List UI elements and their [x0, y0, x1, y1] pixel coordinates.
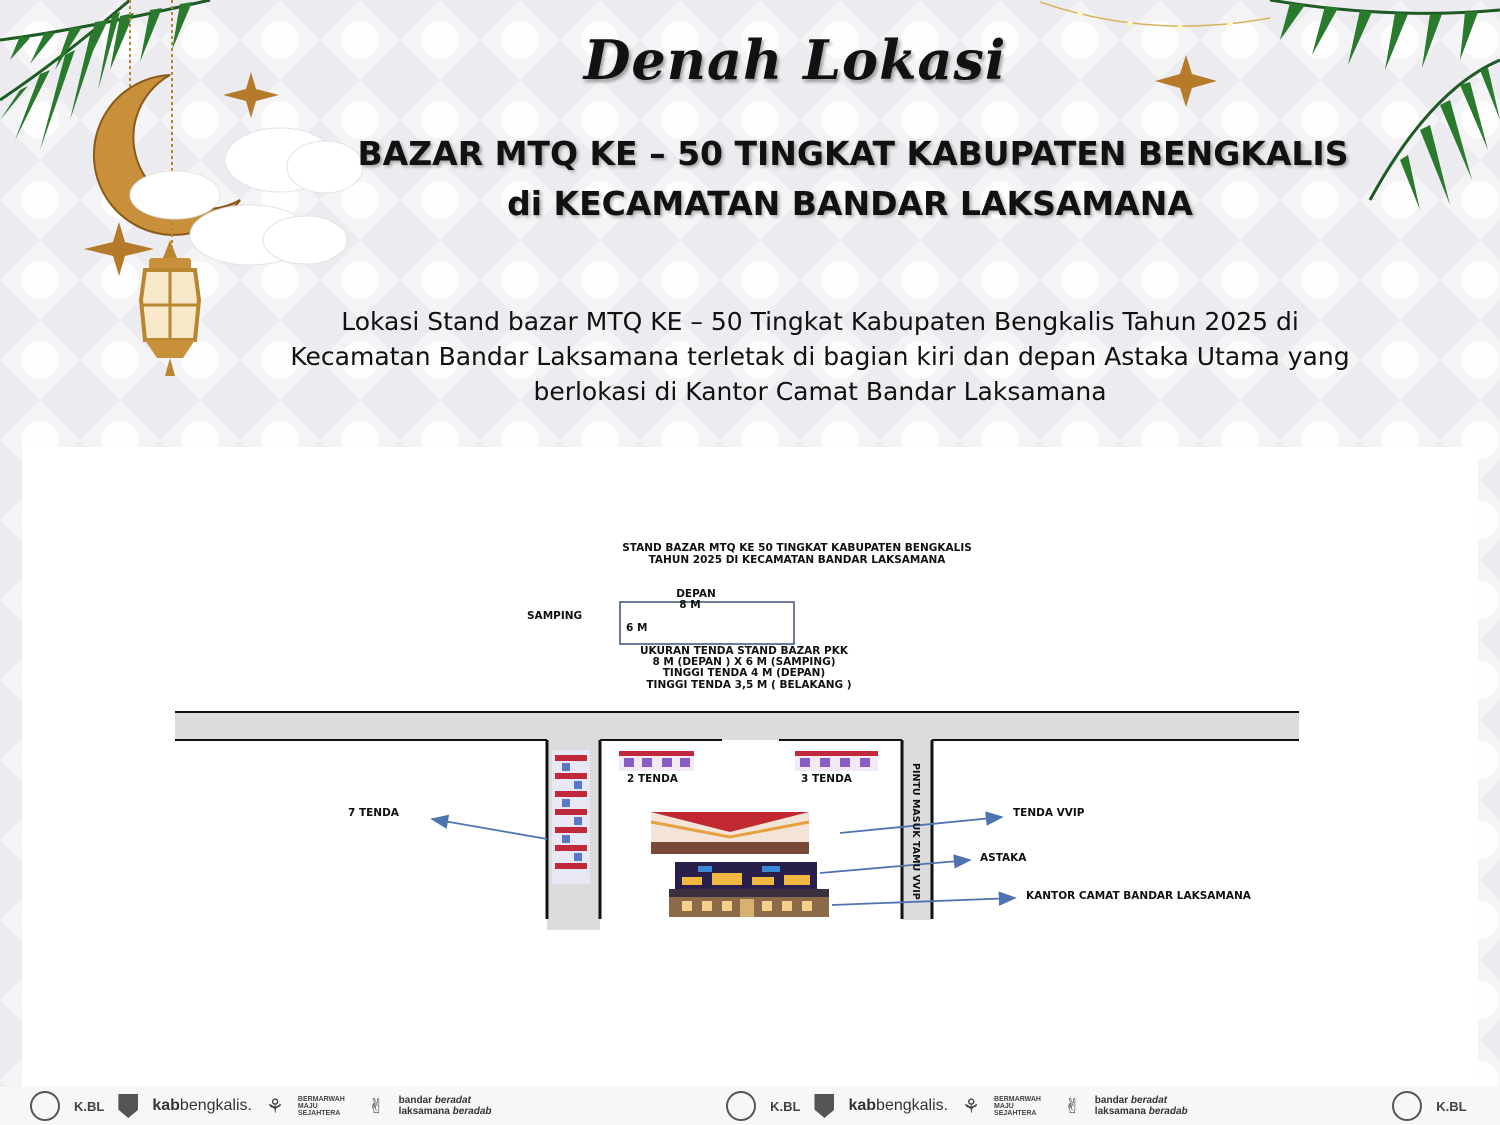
label-vip-gate: PINTU MASUK TAMU VVIP	[910, 763, 921, 900]
heading-line-2: di KECAMATAN BANDAR LAKSAMANA	[507, 184, 1193, 223]
arrow-seven-tents	[432, 819, 547, 839]
kbl-seal-icon	[1392, 1091, 1422, 1121]
bermarwah-logo-icon: ⚘	[962, 1094, 981, 1118]
regency-shield-icon	[814, 1094, 834, 1118]
hand-logo-icon: ✌	[1064, 1094, 1081, 1118]
vvip-tent-photo	[651, 812, 809, 854]
page-script-title: Denah Lokasi	[583, 28, 1007, 92]
office-photo	[669, 889, 829, 917]
tent-spec-line-1: UKURAN TENDA STAND BAZAR PKK	[639, 645, 849, 657]
seven-tents-strip	[552, 750, 590, 884]
label-vvip-tent: TENDA VVIP	[1013, 807, 1085, 819]
description-line-2: Kecamatan Bandar Laksamana terletak di bagian kiri dan depan Astaka Utama yang	[290, 342, 1350, 371]
map-title-line-2: TAHUN 2025 DI KECAMATAN BANDAR LAKSAMANA	[648, 554, 946, 566]
tent-spec-line-2: 8 M (DEPAN ) X 6 M (SAMPING)	[652, 656, 836, 668]
footer-logo-bar	[0, 1087, 1500, 1125]
tent-front-label: DEPAN	[676, 588, 716, 600]
heading-line-1: BAZAR MTQ KE – 50 TINGKAT KABUPATEN BENGKALIS	[357, 134, 1349, 173]
label-seven-tents: 7 TENDA	[348, 807, 399, 819]
location-description	[190, 304, 1450, 409]
tent-spec-line-3: TINGGI TENDA 4 M (DEPAN)	[662, 667, 826, 679]
kbl-seal-icon	[30, 1091, 60, 1121]
footer-kbl-text: K.BL	[770, 1098, 801, 1114]
footer-kbl-text: K.BL	[1436, 1098, 1467, 1114]
footer-logo-group-2	[696, 1091, 1392, 1121]
center-gap	[722, 740, 779, 746]
arrow-astaka	[820, 860, 970, 873]
site-map-panel	[22, 447, 1478, 1087]
kbl-seal-icon	[726, 1091, 756, 1121]
hand-logo-icon: ✌	[367, 1094, 385, 1118]
footer-bandar-laksamana: bandar beradat laksamana beradab	[1094, 1095, 1188, 1117]
main-road	[175, 712, 1299, 740]
footer-logo-group-3	[1392, 1091, 1500, 1121]
footer-motto: BERMARWAH MAJU SEJAHTERA	[994, 1095, 1041, 1117]
label-office: KANTOR CAMAT BANDAR LAKSAMANA	[1026, 890, 1251, 902]
tent-side-size: 6 M	[626, 622, 648, 634]
footer-logo-group-1	[0, 1091, 696, 1121]
label-astaka: ASTAKA	[980, 852, 1027, 864]
tent-side-label: SAMPING	[527, 610, 583, 622]
tent-front-size: 8 M	[679, 599, 701, 611]
footer-bandar-laksamana: bandar beradat laksamana beradab	[398, 1095, 492, 1117]
two-tents-photo	[619, 751, 694, 771]
footer-kabbengkalis: kabbengkalis.	[152, 1097, 252, 1114]
description-line-1: Lokasi Stand bazar MTQ KE – 50 Tingkat Kabupaten Bengkalis Tahun 2025 di	[341, 307, 1299, 336]
three-tents-photo	[795, 751, 878, 771]
astaka-photo	[675, 862, 817, 889]
bermarwah-logo-icon: ⚘	[265, 1094, 284, 1118]
label-three-tents: 3 TENDA	[801, 773, 852, 785]
footer-kbl-text: K.BL	[74, 1098, 105, 1114]
label-two-tents: 2 TENDA	[627, 773, 678, 785]
footer-motto: BERMARWAH MAJU SEJAHTERA	[297, 1095, 345, 1117]
regency-shield-icon	[118, 1094, 138, 1118]
footer-kabbengkalis: kabbengkalis.	[848, 1097, 949, 1114]
tent-spec-line-4: TINGGI TENDA 3,5 M ( BELAKANG )	[646, 679, 852, 691]
description-line-3: berlokasi di Kantor Camat Bandar Laksamana	[533, 377, 1107, 406]
map-title-line-1: STAND BAZAR MTQ KE 50 TINGKAT KABUPATEN BENGKALIS	[622, 542, 972, 554]
site-map	[22, 447, 1478, 1087]
